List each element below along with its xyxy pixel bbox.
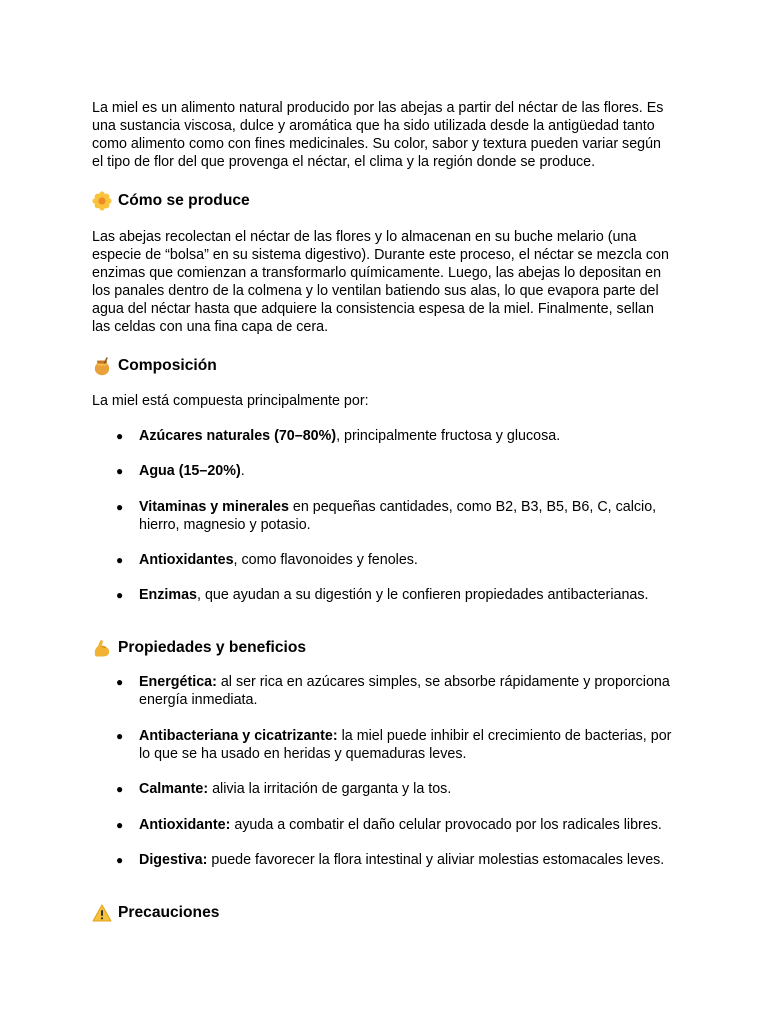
heading-text: Composición [118,357,217,374]
composicion-intro: La miel está compuesta principalmente por: [92,393,369,409]
bullet: ● [116,675,124,689]
bullet: ● [116,464,124,478]
bullet: ● [116,429,124,443]
heading-text: Precauciones [118,904,220,921]
item-text: la miel puede inhibir el crecimiento de bacterias, por lo que se ha usado en heridas y quemaduras leves. [139,728,672,762]
bullet: ● [116,553,124,567]
intro-paragraph: La miel es un alimento natural producido por las abejas a partir del néctar de las flores. Es una sustancia viscosa, dulce y aromática que ha sido utilizada desde la antigüedad tanto como alimento como con fines medicinales. Su color, sabor y textura pueden variar según el tipo de flor del que provenga el néctar, el clima y la región donde se produce. [92,100,664,170]
produce-paragraph: Las abejas recolectan el néctar de las flores y lo almacenan en su buche melario (una especie de “bolsa” en su sistema digestivo). Durante este proceso, el néctar se mezcla con enzimas que comienzan a transformarlo químicamente. Luego, las abejas lo depositan en los panales dentro de la colmena y lo ventilan batiendo sus alas, lo que evapora parte del agua del néctar hasta que adquiere la consistencia espesa de la miel. Finalmente, sellan las celdas con una fina capa de cera. [92,229,669,335]
item-text: , principalmente fructosa y glucosa. [336,428,561,444]
warning-icon [92,903,112,923]
heading-como-se-produce [92,190,676,212]
item-text: , como flavonoides y fenoles. [233,552,418,568]
bullet: ● [116,853,124,867]
heading-composicion [92,355,676,377]
list-item [92,816,676,834]
item-bold: Digestiva: [139,852,208,868]
list-item [92,586,676,604]
item-text: ayuda a combatir el daño celular provocado por los radicales libres. [230,817,662,833]
composicion-list [92,427,676,604]
item-text: al ser rica en azúcares simples, se absorbe rápidamente y proporciona energía inmediata. [139,674,670,708]
heading-precauciones [92,902,676,924]
bullet: ● [116,782,124,796]
bullet: ● [116,588,124,602]
item-bold: Azúcares naturales (70–80%) [139,428,337,444]
bullet: ● [116,729,124,743]
item-text: , que ayudan a su digestión y le confieren propiedades antibacterianas. [197,587,649,603]
item-bold: Energética: [139,674,217,690]
item-bold: Antibacteriana y cicatrizante: [139,728,338,744]
bullet: ● [116,500,124,514]
item-bold: Antioxidante: [139,817,231,833]
heading-text: Cómo se produce [118,192,250,209]
item-text: . [240,463,245,479]
list-item [92,780,676,798]
bullet: ● [116,818,124,832]
item-bold: Vitaminas y minerales [139,499,289,515]
list-item [92,462,676,480]
propiedades-list [92,673,676,869]
item-bold: Agua (15–20%) [139,463,241,479]
heading-text: Propiedades y beneficios [118,639,307,656]
item-bold: Calmante: [139,781,209,797]
item-text: en pequeñas cantidades, como B2, B3, B5, B6, C, calcio, hierro, magnesio y potasio. [139,499,657,533]
item-text: puede favorecer la flora intestinal y aliviar molestias estomacales leves. [207,852,665,868]
list-item [92,673,676,709]
list-item [92,551,676,569]
document-page [92,99,676,924]
list-item [92,498,676,534]
list-item [92,427,676,445]
item-text: alivia la irritación de garganta y la tos. [208,781,452,797]
item-bold: Enzimas [139,587,198,603]
list-item [92,851,676,869]
heading-propiedades [92,637,676,659]
honey-pot-icon [92,356,112,376]
flexed-biceps-icon [92,638,112,658]
list-item [92,727,676,763]
blossom-icon [92,191,112,211]
item-bold: Antioxidantes [139,552,234,568]
